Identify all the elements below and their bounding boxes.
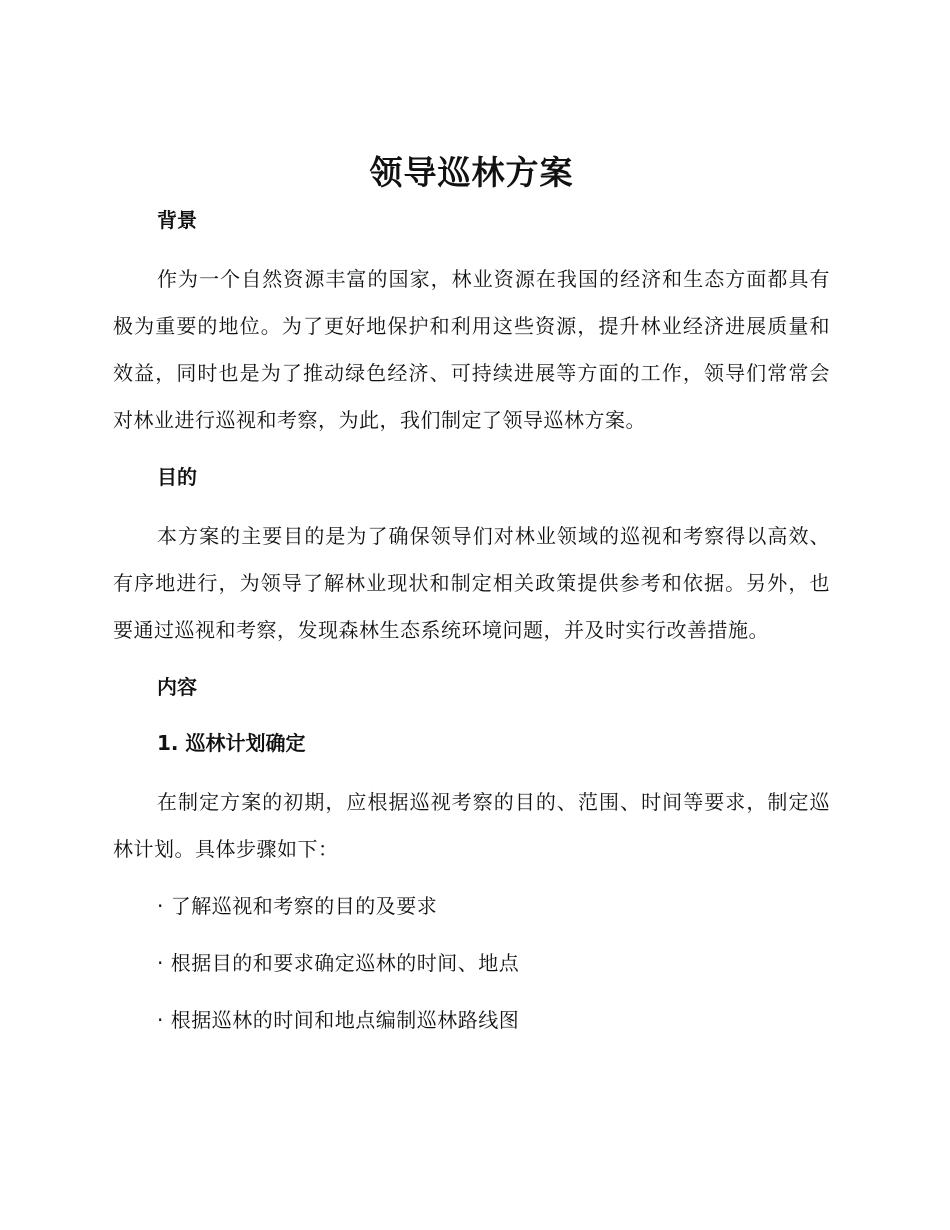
- section-content: [113, 667, 830, 707]
- list-item: · 了解巡视和考察的目的及要求: [157, 894, 438, 918]
- section-heading-purpose: 目的: [157, 465, 197, 489]
- section-heading-plan: 1. 巡林计划确定: [157, 731, 306, 755]
- section-purpose: [113, 457, 830, 654]
- list-item: · 根据巡林的时间和地点编制巡林路线图: [157, 1008, 520, 1032]
- paragraph-purpose: 本方案的主要目的是为了确保领导们对林业领域的巡视和考察得以高效、有序地进行，为领导了解林业现状和制定相关政策提供参考和依据。另外，也要通过巡视和考察，发现森林生态系统环境问题，并及时实行改善措施。: [113, 524, 830, 642]
- section-plan: [113, 723, 830, 1040]
- section-heading-content: 内容: [157, 675, 197, 699]
- paragraph-background: 作为一个自然资源丰富的国家，林业资源在我国的经济和生态方面都具有极为重要的地位。为了更好地保护和利用这些资源，提升林业经济进展质量和效益，同时也是为了推动绿色经济、可持续进展等方面的工作，领导们常常会对林业进行巡视和考察，为此，我们制定了领导巡林方案。: [113, 267, 830, 432]
- document-title: 领导巡林方案: [369, 153, 574, 192]
- paragraph-plan: 在制定方案的初期，应根据巡视考察的目的、范围、时间等要求，制定巡林计划。具体步骤如下：: [113, 790, 830, 861]
- list-item: · 根据目的和要求确定巡林的时间、地点: [157, 951, 520, 975]
- section-background: [113, 200, 830, 444]
- section-heading-background: 背景: [157, 208, 197, 232]
